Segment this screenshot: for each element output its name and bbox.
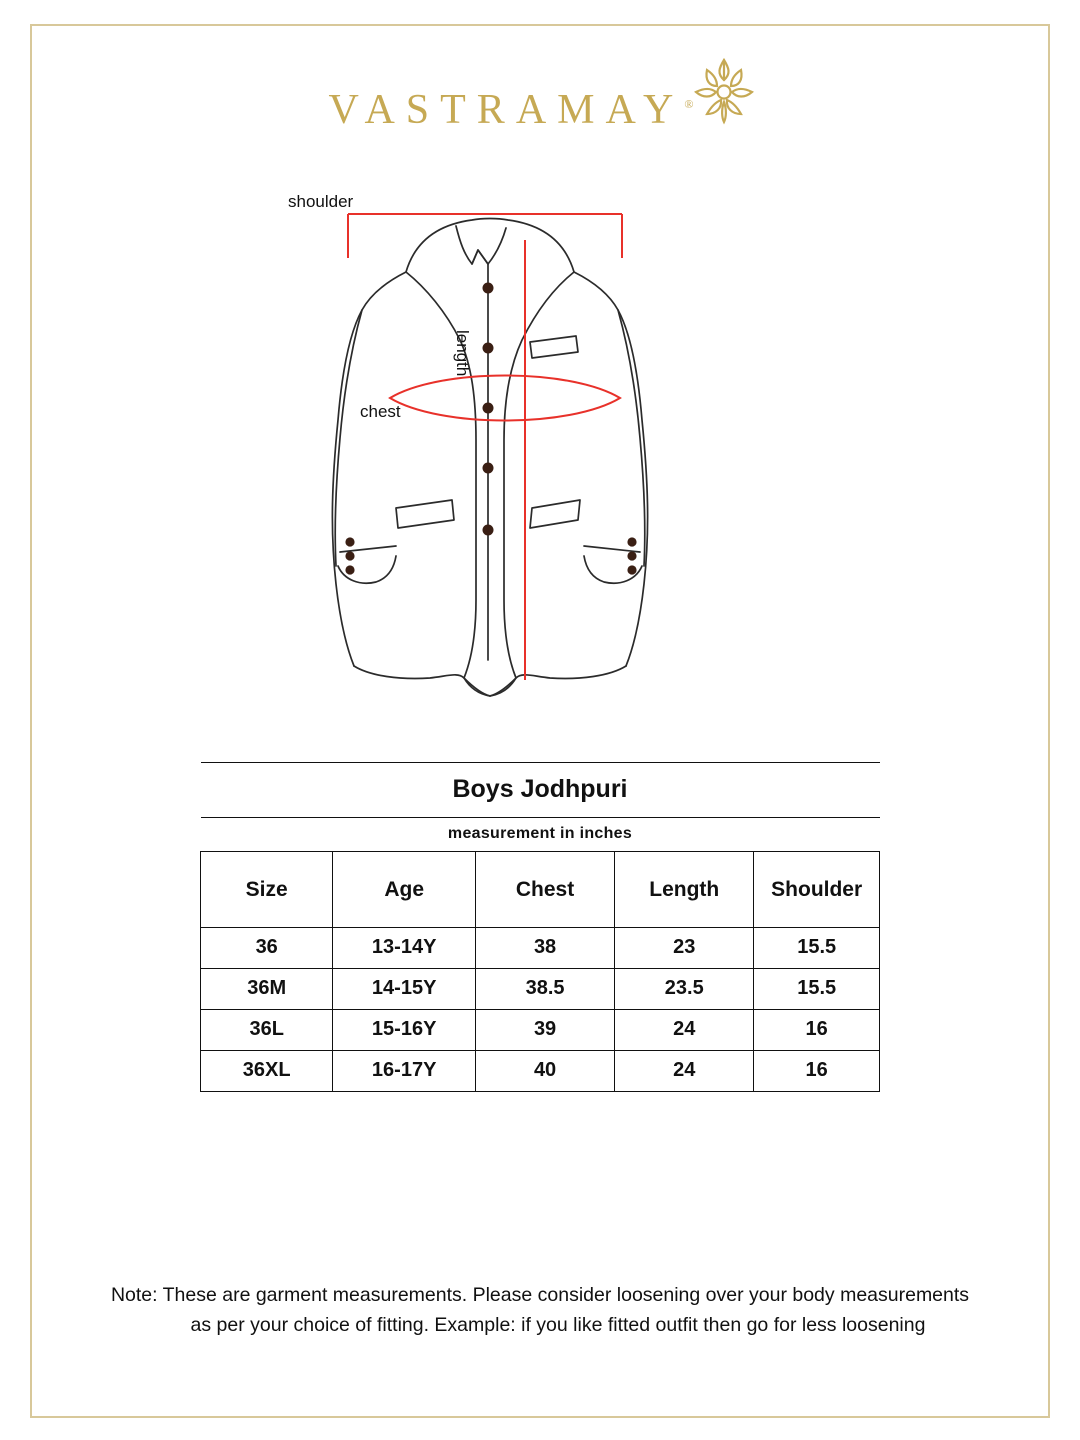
floral-ornament-icon	[687, 52, 761, 133]
cell-shoulder: 16	[754, 1051, 880, 1092]
table-row	[201, 1010, 880, 1051]
size-chart-table-wrapper	[200, 762, 880, 1092]
button-dots	[345, 283, 636, 575]
cell-size: 36XL	[201, 1051, 333, 1092]
cell-chest: 38	[475, 928, 614, 969]
column-header-age: Age	[333, 852, 476, 928]
brand-name-text: VASTRAMAY	[328, 86, 685, 133]
column-header-size: Size	[201, 852, 333, 928]
column-header-length: Length	[615, 852, 754, 928]
cell-length: 24	[615, 1051, 754, 1092]
cell-shoulder: 15.5	[754, 928, 880, 969]
cell-length: 24	[615, 1010, 754, 1051]
table-title-row	[201, 763, 880, 818]
table-row	[201, 969, 880, 1010]
brand-header	[0, 52, 1080, 167]
cell-age: 16-17Y	[333, 1051, 476, 1092]
cell-age: 14-15Y	[333, 969, 476, 1010]
cell-chest: 39	[475, 1010, 614, 1051]
cell-size: 36M	[201, 969, 333, 1010]
table-subtitle-row	[201, 818, 880, 852]
table-header-row	[201, 852, 880, 928]
table-row	[201, 928, 880, 969]
size-chart-table	[200, 762, 880, 1092]
cell-length: 23	[615, 928, 754, 969]
table-title: Boys Jodhpuri	[201, 763, 880, 818]
length-label: length	[453, 330, 472, 377]
note-text	[52, 1280, 1028, 1340]
jodhpuri-jacket-drawing	[220, 180, 860, 720]
shoulder-label: shoulder	[288, 192, 354, 211]
cell-chest: 40	[475, 1051, 614, 1092]
cell-age: 13-14Y	[333, 928, 476, 969]
chest-label: chest	[360, 402, 401, 421]
table-subtitle: measurement in inches	[201, 818, 880, 852]
cell-size: 36	[201, 928, 333, 969]
jacket-illustration	[220, 180, 860, 720]
registered-mark: ®	[684, 96, 694, 111]
column-header-shoulder: Shoulder	[754, 852, 880, 928]
table-row	[201, 1051, 880, 1092]
brand-name	[319, 86, 694, 134]
cell-size: 36L	[201, 1010, 333, 1051]
note-line-1: Note: These are garment measurements. Please consider loosening over your body measurements	[110, 1284, 970, 1306]
cell-age: 15-16Y	[333, 1010, 476, 1051]
cell-chest: 38.5	[475, 969, 614, 1010]
note-line-2: as per your choice of fitting. Example: if you like fitted outfit then go for less loosening	[190, 1314, 926, 1337]
cell-shoulder: 15.5	[754, 969, 880, 1010]
cell-length: 23.5	[615, 969, 754, 1010]
column-header-chest: Chest	[475, 852, 614, 928]
cell-shoulder: 16	[754, 1010, 880, 1051]
